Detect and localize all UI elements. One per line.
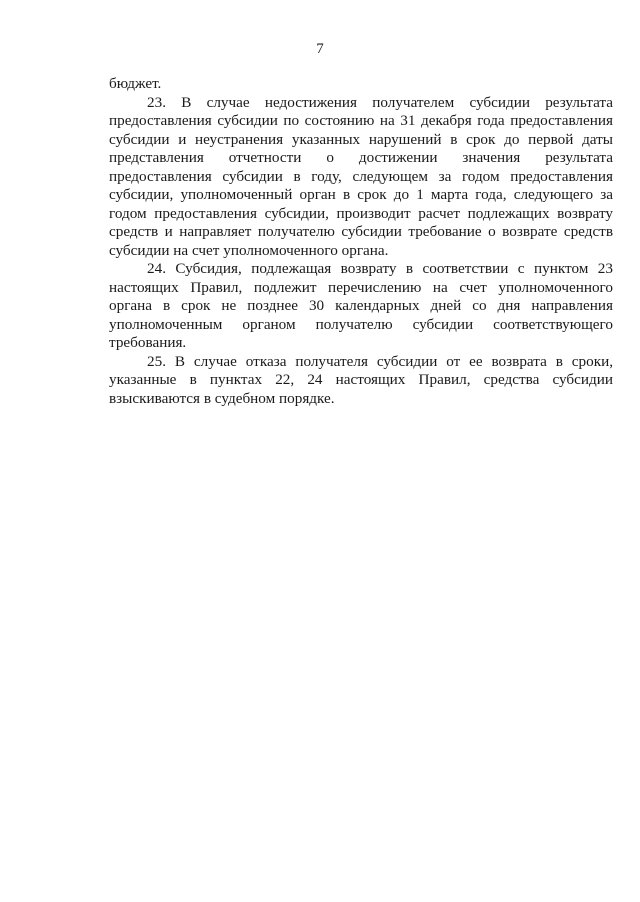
paragraph-continuation: бюджет. bbox=[109, 75, 162, 92]
page-number: 7 bbox=[316, 41, 324, 57]
paragraph-item-25: 25. В случае отказа получателя субсидии от ее возврата в сроки, указанные в пунктах 22, 24 настоящих Правил, средства субсидии взыскиваются в судебном порядке. bbox=[109, 352, 613, 407]
document-body bbox=[109, 75, 613, 408]
paragraph-item-23: 23. В случае недостижения получателем субсидии результата предоставления субсидии по состоянию на 31 декабря года предоставления субсидии и неустранения указанных нарушений в срок до первой даты представления отчетности о достижении значения результата предоставления субсидии в году, следующем за годом предоставления субсидии, уполномоченный орган в срок до 1 марта года, следующего за годом предоставления субсидии, производит расчет подлежащих возврату средств и направляет получателю субсидии требование о возврате средств субсидии на счет уполномоченного органа. bbox=[109, 93, 613, 259]
paragraph-item-24: 24. Субсидия, подлежащая возврату в соответствии с пунктом 23 настоящих Правил, подлежит перечислению на счет уполномоченного органа в срок не позднее 30 календарных дней со дня направления уполномоченным органом получателю субсидии соответствующего требования. bbox=[109, 260, 613, 351]
